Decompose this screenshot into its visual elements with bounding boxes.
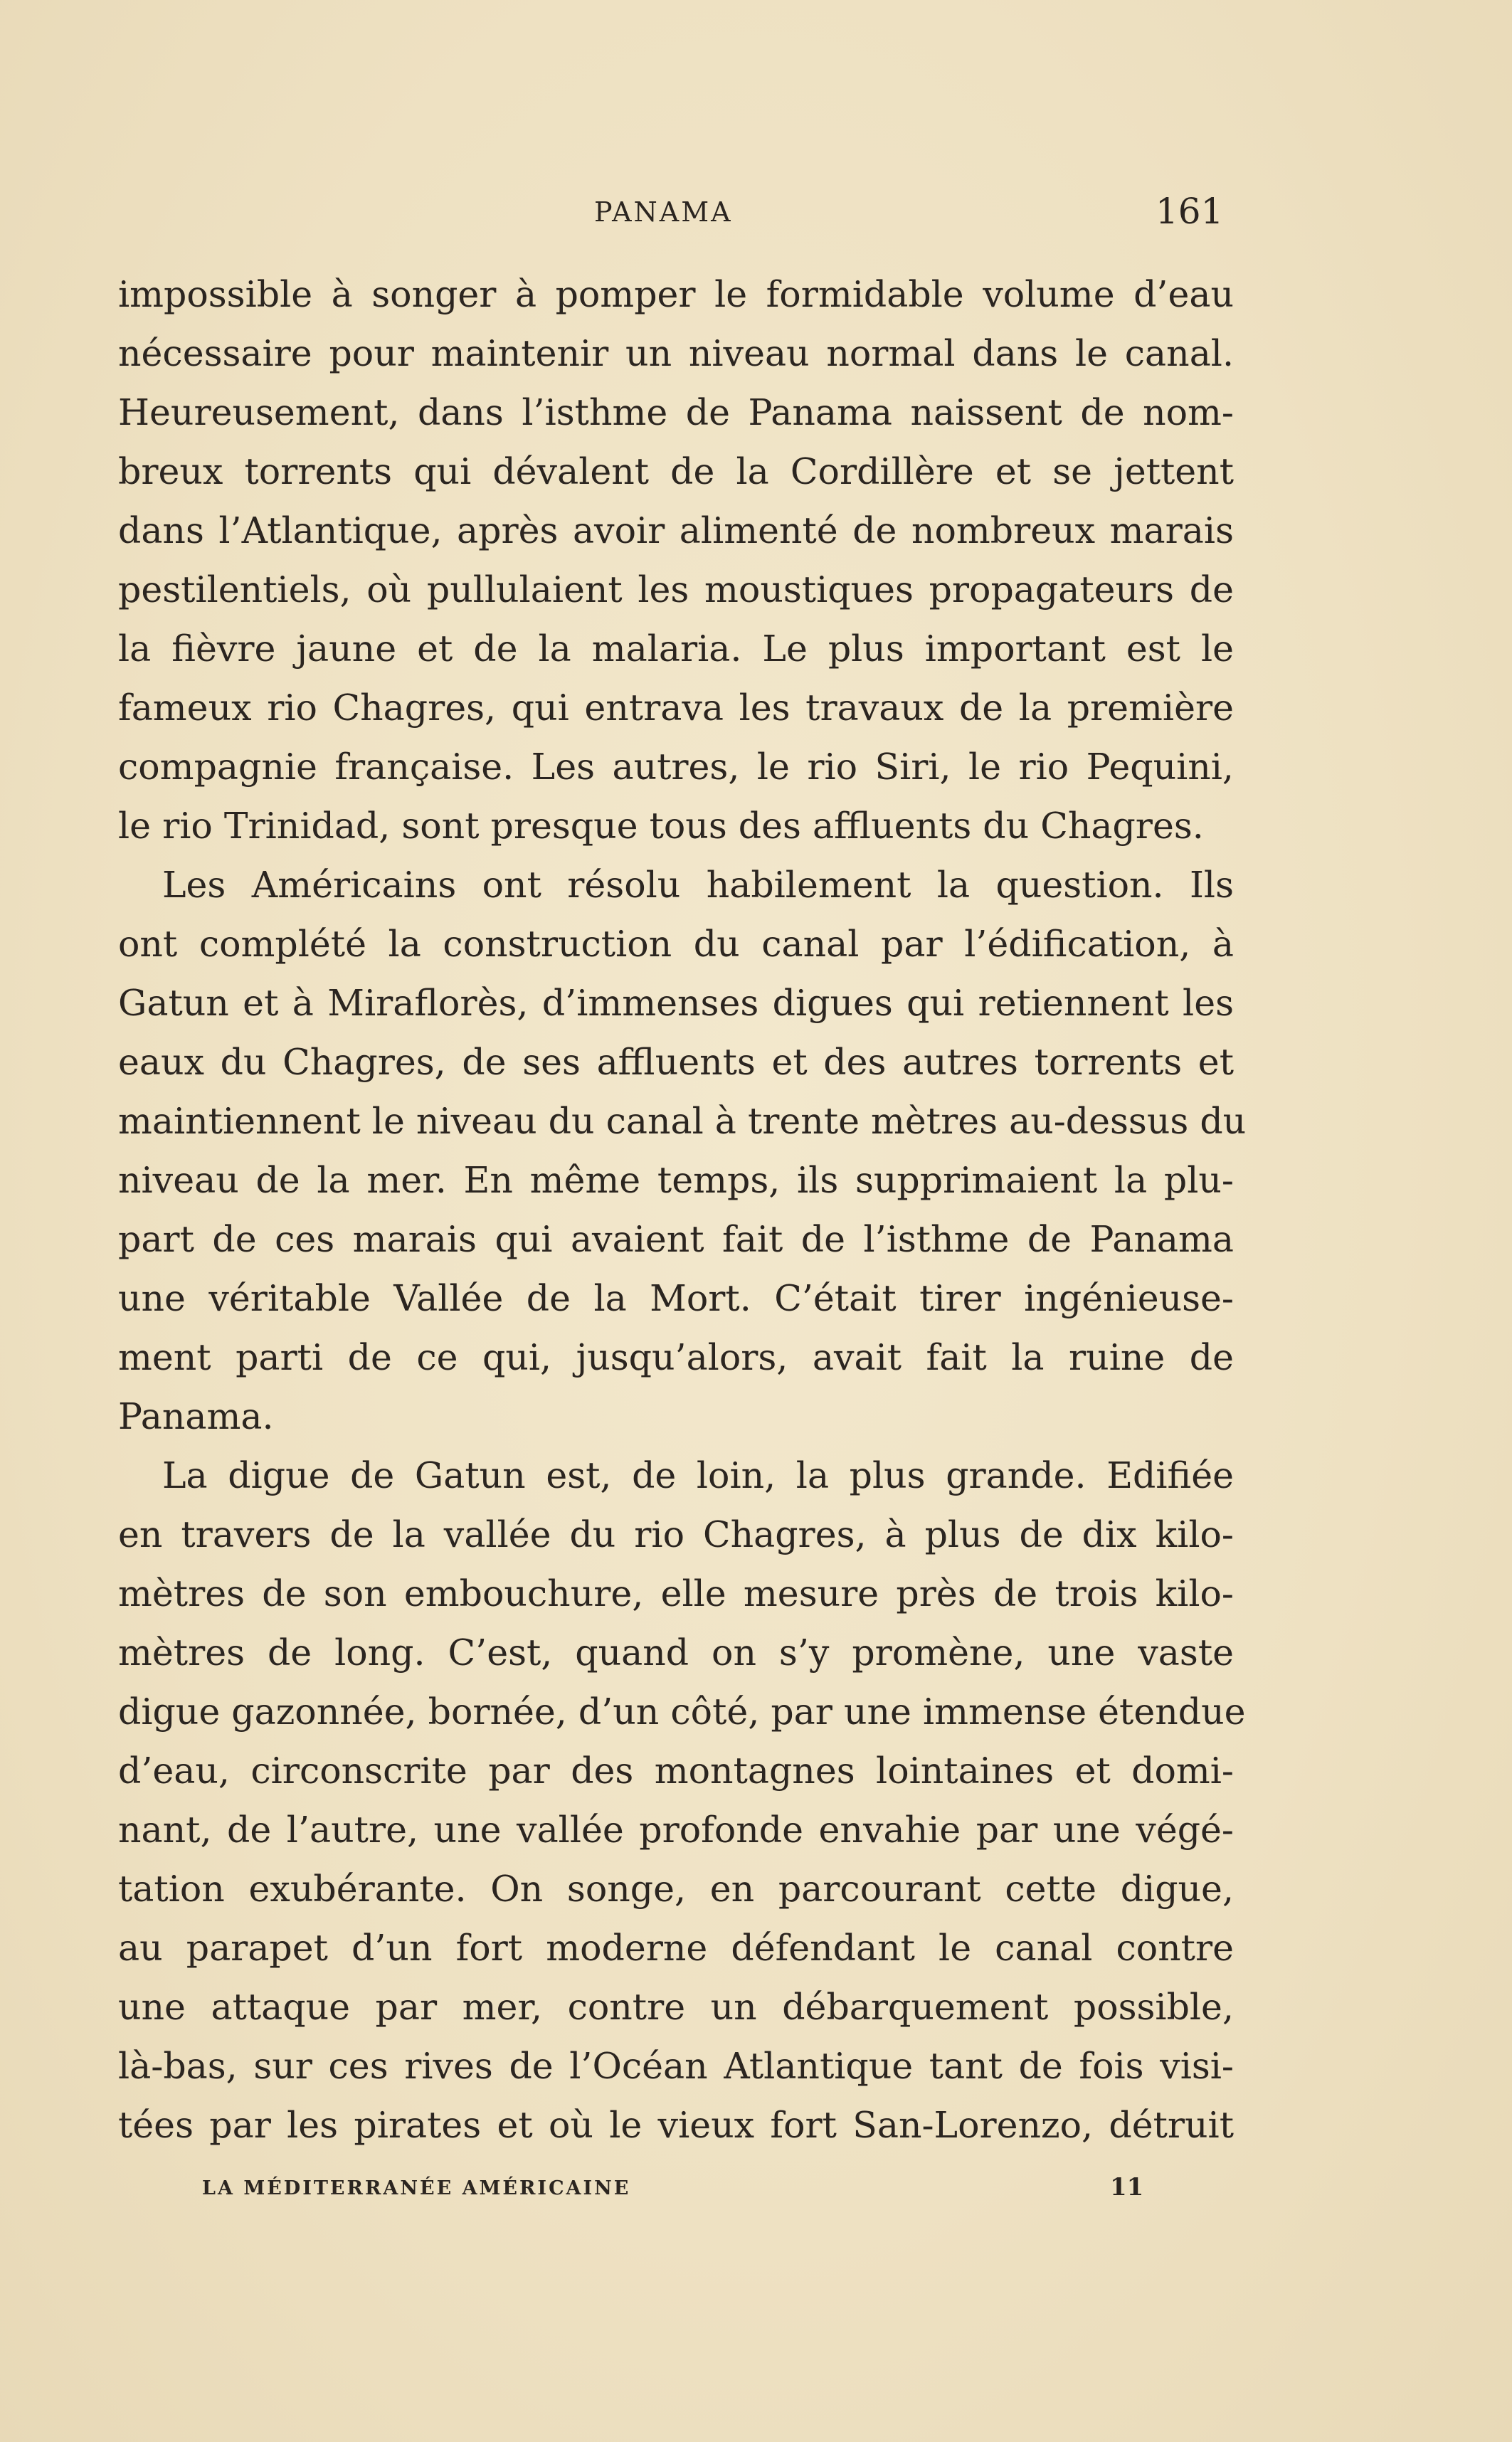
page-number: 161 (1156, 191, 1224, 232)
text-line: impossible à songer à pomper le formidable volume d’eau (118, 273, 1234, 315)
page-footer (0, 2170, 1512, 2213)
text-line: part de ces marais qui avaient fait de l’isthme de Panama (118, 1218, 1234, 1260)
text-line: au parapet d’un fort moderne défendant le canal contre (118, 1927, 1234, 1969)
text-line: Les Américains ont résolu habilement la question. Ils (162, 864, 1234, 906)
text-line: nant, de l’autre, une vallée profonde envahie par une végé- (118, 1809, 1234, 1851)
text-line: la fièvre jaune et de la malaria. Le plus important est le (118, 628, 1234, 670)
text-line: ont complété la construction du canal par l’édification, à (118, 923, 1234, 965)
text-line: tées par les pirates et où le vieux fort San-Lorenzo, détruit (118, 2104, 1234, 2146)
text-line: compagnie française. Les autres, le rio Siri, le rio Pequini, (118, 746, 1234, 788)
text-line: là-bas, sur ces rives de l’Océan Atlantique tant de fois visi- (118, 2045, 1234, 2087)
text-line: eaux du Chagres, de ses affluents et des autres torrents et (118, 1041, 1234, 1083)
text-line: d’eau, circonscrite par des montagnes lointaines et domi- (118, 1750, 1234, 1792)
running-title: PANAMA (594, 196, 733, 228)
text-line: La digue de Gatun est, de loin, la plus grande. Edifiée (162, 1454, 1234, 1496)
text-line: digue gazonnée, bornée, d’un côté, par une immense étendue (118, 1691, 1246, 1733)
text-line: niveau de la mer. En même temps, ils supprimaient la plu- (118, 1159, 1234, 1201)
text-line: le rio Trinidad, sont presque tous des affluents du Chagres. (118, 805, 1204, 847)
body-text (118, 265, 1247, 2155)
text-line: fameux rio Chagres, qui entrava les travaux de la première (118, 687, 1234, 729)
sheet-number: 11 (1110, 2173, 1144, 2202)
text-line: tation exubérante. On songe, en parcourant cette digue, (118, 1868, 1234, 1910)
text-line: breux torrents qui dévalent de la Cordillère et se jettent (118, 450, 1234, 492)
text-line: une véritable Vallée de la Mort. C’était tirer ingénieuse- (118, 1277, 1234, 1319)
text-line: en travers de la vallée du rio Chagres, à plus de dix kilo- (118, 1513, 1234, 1555)
text-line: nécessaire pour maintenir un niveau normal dans le canal. (118, 332, 1234, 374)
text-line: pestilentiels, où pullulaient les moustiques propagateurs de (118, 569, 1234, 610)
printer-signature: LA MÉDITERRANÉE AMÉRICAINE (202, 2177, 631, 2199)
text-line: une attaque par mer, contre un débarquement possible, (118, 1986, 1234, 2028)
text-line: maintiennent le niveau du canal à trente mètres au-dessus du (118, 1100, 1247, 1142)
text-line: Gatun et à Miraflorès, d’immenses digues qui retiennent les (118, 982, 1234, 1024)
text-line: mètres de long. C’est, quand on s’y promène, une vaste (118, 1632, 1234, 1674)
running-head (0, 191, 1512, 233)
text-line: mètres de son embouchure, elle mesure près de trois kilo- (118, 1572, 1234, 1614)
text-line: Panama. (118, 1395, 274, 1437)
text-line: Heureusement, dans l’isthme de Panama naissent de nom- (118, 391, 1234, 433)
text-line: ment parti de ce qui, jusqu’alors, avait fait la ruine de (118, 1336, 1234, 1378)
text-line: dans l’Atlantique, après avoir alimenté de nombreux marais (118, 509, 1234, 551)
